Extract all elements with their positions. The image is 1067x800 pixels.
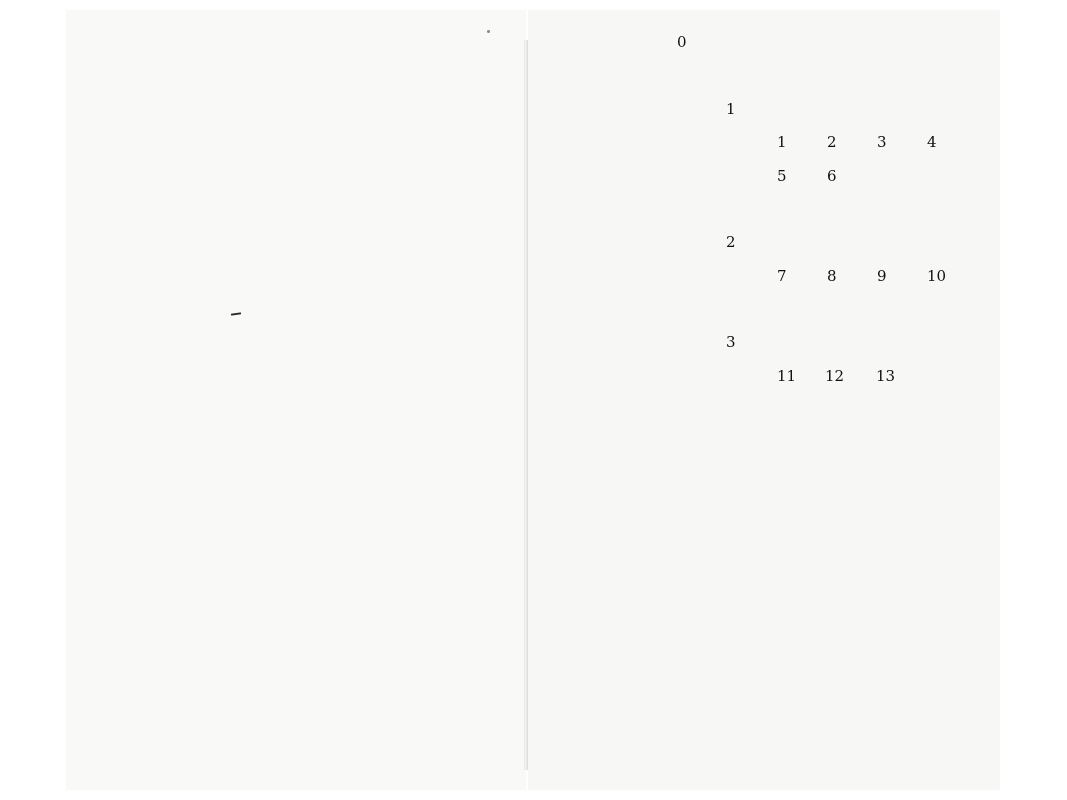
item-number: 12 xyxy=(825,367,845,385)
right-page xyxy=(528,10,1000,790)
left-page xyxy=(66,10,526,790)
outline-root-number: 0 xyxy=(677,33,687,51)
item-number: 7 xyxy=(777,267,787,285)
item-number: 5 xyxy=(777,167,787,185)
item-number: 6 xyxy=(827,167,837,185)
item-number: 9 xyxy=(877,267,887,285)
item-number: 4 xyxy=(927,133,937,151)
section-number: 3 xyxy=(726,333,736,351)
book-spread xyxy=(66,10,1000,790)
item-number: 10 xyxy=(927,267,947,285)
item-number: 2 xyxy=(827,133,837,151)
section-number: 2 xyxy=(726,233,736,251)
dust-speck xyxy=(487,30,490,33)
pen-mark xyxy=(231,312,241,315)
section-number: 1 xyxy=(726,100,736,118)
item-number: 8 xyxy=(827,267,837,285)
item-number: 11 xyxy=(777,367,797,385)
item-number: 13 xyxy=(876,367,896,385)
item-number: 3 xyxy=(877,133,887,151)
item-number: 1 xyxy=(777,133,787,151)
book-spine xyxy=(524,40,528,770)
